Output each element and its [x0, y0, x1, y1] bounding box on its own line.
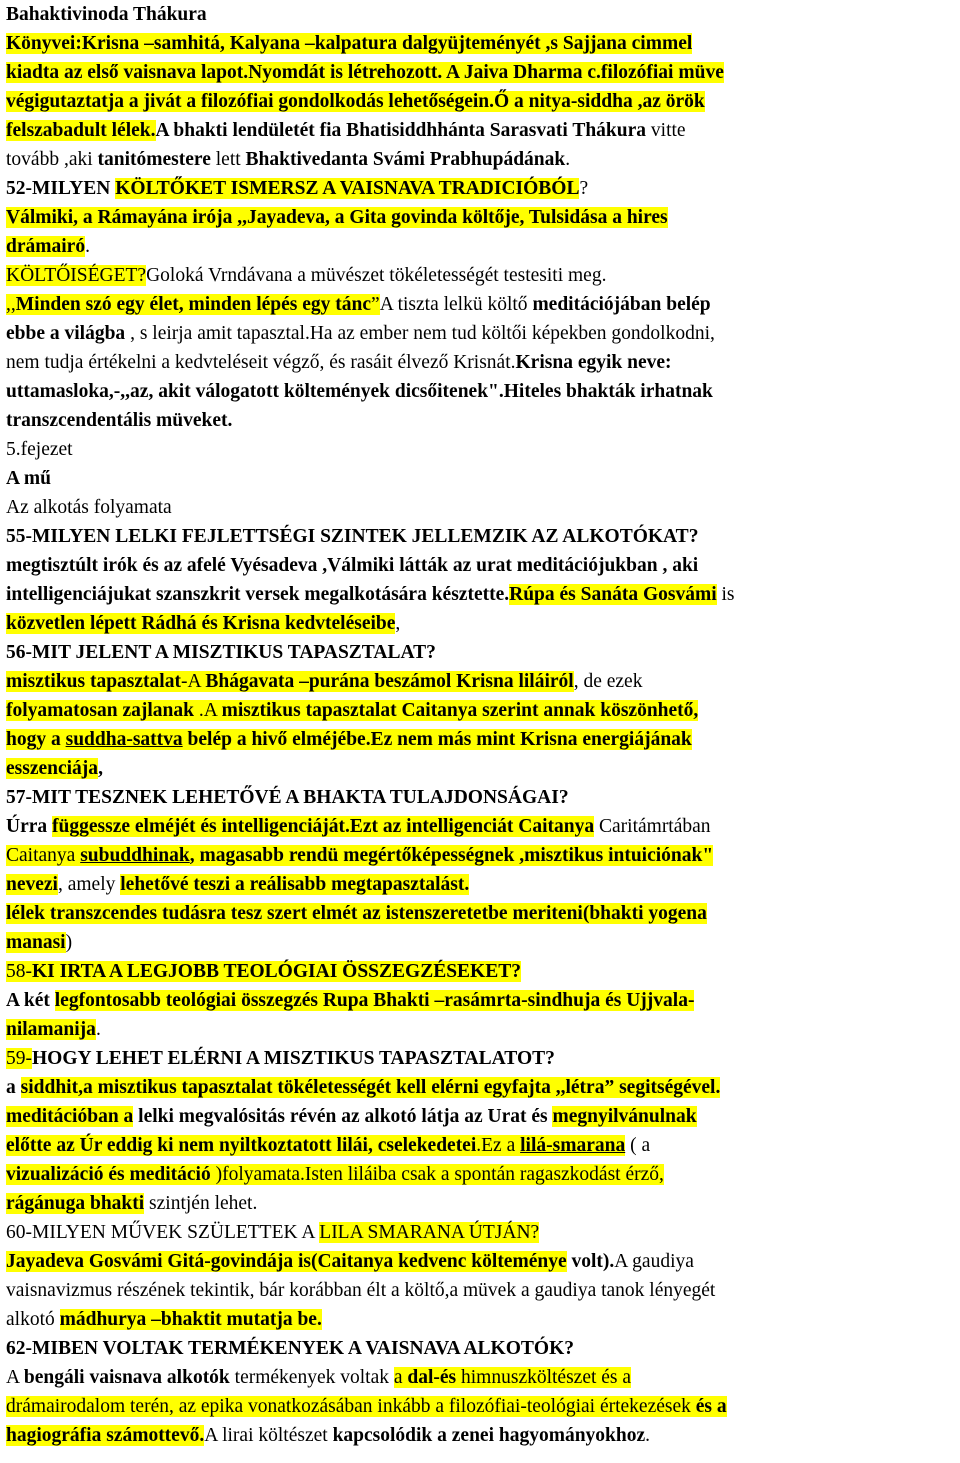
- text-run: .: [85, 236, 90, 257]
- text-line: [6, 174, 954, 203]
- text-line: [6, 841, 954, 870]
- text-run: A: [6, 1367, 24, 1388]
- text-run: HOGY LEHET ELÉRNI A MISZTIKUS TAPASZTALATOT?: [32, 1048, 555, 1069]
- highlighted-text: esszenciája: [6, 758, 99, 779]
- highlighted-text: közvetlen lépett Rádhá és Krisna kedvteléseibe: [6, 613, 396, 634]
- text-line: [6, 1102, 954, 1131]
- text-run: 62-MIBEN VOLTAK TERMÉKENYEK A VAISNAVA ALKOTÓK?: [6, 1338, 574, 1359]
- text-line: [6, 580, 954, 609]
- highlighted-text: lilá-smarana: [520, 1135, 626, 1156]
- highlighted-text: Bhágavata –purána beszámol Krisna liláiról: [205, 671, 574, 692]
- highlighted-text: siddhit,a misztikus tapasztalat tökéletességét kell elérni egyfajta ,,létra”: [20, 1077, 615, 1098]
- text-line: [6, 783, 954, 812]
- highlighted-text: dal-és: [407, 1367, 457, 1388]
- text-line: [6, 406, 954, 435]
- text-run: A bhakti lendületét fia Bhatisiddhhánta Sarasvati Thákura: [155, 120, 647, 141]
- text-line: [6, 58, 954, 87]
- highlighted-text: nevezi: [6, 874, 58, 895]
- text-run: A gaudiya: [614, 1251, 694, 1272]
- text-line: [6, 1247, 954, 1276]
- text-line: [6, 609, 954, 638]
- text-run: volt).: [566, 1251, 615, 1272]
- text-line: [6, 203, 954, 232]
- highlighted-text: drámairó: [6, 236, 86, 257]
- text-run: vaisnava alkotók: [89, 1367, 230, 1388]
- text-run: kapcsolódik a zenei hagyományokhoz: [332, 1425, 646, 1446]
- text-run: vitte: [646, 120, 686, 141]
- text-run: uttamasloka,-,,az, akit válogatott költemények dicsőitenek".: [6, 381, 504, 402]
- text-run: nem tudja értékelni a kedvteléseit végző, és rasáit élvező Krisnát.: [6, 352, 516, 373]
- text-run: 55-MILYEN LELKI FEJLETTSÉGI SZINTEK JELLEMZIK AZ ALKOTÓKAT?: [6, 526, 699, 547]
- highlighted-text: előtte az Úr eddig ki nem nyiltkoztatott lilái, cselekedetei: [6, 1135, 477, 1156]
- text-run: ( a: [625, 1135, 651, 1156]
- text-line: [6, 348, 954, 377]
- highlighted-text: segitségével.: [614, 1077, 721, 1098]
- highlighted-text: misztikus tapasztalat: [6, 671, 181, 692]
- highlighted-text: rágánuga bhakti: [6, 1193, 145, 1214]
- text-line: [6, 1363, 954, 1392]
- highlighted-text: KÖLTŐISÉGET?: [6, 265, 147, 286]
- highlighted-text: subuddhinak: [80, 845, 190, 866]
- text-run: transzcendentális müveket.: [6, 410, 233, 431]
- text-line: [6, 493, 954, 522]
- highlighted-text: .Ez a: [476, 1135, 521, 1156]
- text-run: , amely: [57, 874, 121, 895]
- highlighted-text: misztikus tapasztalat Caitanya szerint annak köszönhető,: [221, 700, 699, 721]
- highlighted-text: 59-: [6, 1048, 32, 1069]
- text-run: Goloká Vrndávana a müvészet tökéletességét testesiti meg.: [146, 265, 607, 286]
- text-line: [6, 667, 954, 696]
- text-line: [6, 1015, 954, 1044]
- highlighted-text: mádhurya –bhaktit mutatja be.: [59, 1309, 322, 1330]
- text-run: ,: [395, 613, 401, 634]
- text-run: Úrra: [6, 816, 53, 837]
- highlighted-text: függesszе elméjét és intelligenciáját: [52, 816, 345, 837]
- highlighted-text: lehetővé teszi a reálisabb megtapasztalást.: [120, 874, 470, 895]
- text-line: [6, 1044, 954, 1073]
- text-line: [6, 1421, 954, 1450]
- highlighted-text: -A: [180, 671, 206, 692]
- highlighted-text: Jayadeva Gosvámi Gitá-govindája is(Caitanya kedvenc költeménye: [6, 1251, 567, 1272]
- highlighted-text: himnuszköltészet és a: [456, 1367, 632, 1388]
- highlighted-text: vizualizáció és meditáció: [6, 1164, 211, 1185]
- text-run: intelligenciájukat szanszkrit versek megalkotására késztette.: [6, 584, 510, 605]
- text-run: is: [716, 584, 735, 605]
- highlighted-text: végigutaztatja a jivát a filozófiai gondolkodás lehetőségein.Ő a nitya-siddha ,az örök: [6, 91, 705, 112]
- highlighted-text: ,,: [6, 294, 16, 315]
- text-line: [6, 638, 954, 667]
- highlighted-text: )folyamata.Isten liláiba csak a spontán ragaszkodást érző,: [210, 1164, 664, 1185]
- text-run: alkotó: [6, 1309, 60, 1330]
- text-run: Az alkotás folyamata: [6, 497, 172, 518]
- text-line: [6, 870, 954, 899]
- text-run: A mű: [6, 468, 51, 489]
- text-line: [6, 1218, 954, 1247]
- text-run: megtisztúlt irók és az afelé Vyésadeva ,Válmiki látták az urat meditációjukban , aki: [6, 555, 699, 576]
- text-line: [6, 1189, 954, 1218]
- text-line: [6, 1334, 954, 1363]
- highlighted-text: 58-: [6, 961, 32, 982]
- text-run: Bahaktivinoda Thákura: [6, 4, 207, 25]
- highlighted-text: ”: [371, 294, 380, 315]
- highlighted-text: LILA SMARANA ÚTJÁN?: [319, 1222, 540, 1243]
- text-line: [6, 1131, 954, 1160]
- text-run: szintjén lehet.: [144, 1193, 258, 1214]
- highlighted-text: .A: [193, 700, 222, 721]
- text-run: A lirai költészet: [204, 1425, 333, 1446]
- text-run: , de ezek: [573, 671, 643, 692]
- highlighted-text: legfontosabb teológiai összegzés Rupa Bhakti –rasámrta-sindhuja és Ujjvala-: [54, 990, 695, 1011]
- text-run: Hiteles bhakták irhatnak: [503, 381, 713, 402]
- highlighted-text: Minden szó egy élet, minden lépés egy tánc: [15, 294, 372, 315]
- text-run: lelki megvalósitás révén az alkotó látja az Urat és: [133, 1106, 553, 1127]
- highlighted-text: manasi: [6, 932, 66, 953]
- text-line: [6, 29, 954, 58]
- text-line: [6, 899, 954, 928]
- text-run: 5.fejezet: [6, 439, 73, 460]
- text-run: ,: [98, 758, 103, 779]
- text-line: [6, 435, 954, 464]
- highlighted-text: és a: [695, 1396, 727, 1417]
- highlighted-text: hagiográfia számottevő.: [6, 1425, 205, 1446]
- text-run: 60-MILYEN MŰVEK SZÜLETTEK A: [6, 1222, 320, 1243]
- text-line: [6, 232, 954, 261]
- text-line: [6, 116, 954, 145]
- text-line: [6, 551, 954, 580]
- text-run: bengáli: [23, 1367, 85, 1388]
- text-run: Ha az ember nem tud költői képekben gondolkodni,: [309, 323, 715, 344]
- text-line: [6, 1160, 954, 1189]
- highlighted-text: Válmiki, a Rámayána irója ,,Jayadeva, a Gita govinda költője, Tulsidása a hires: [6, 207, 668, 228]
- highlighted-text: belép a hivő elméjébe.Ez nem más mint Krisna energiájának: [182, 729, 692, 750]
- highlighted-text: Könyvei:Krisna –samhitá, Kalyana –kalpatura dalgyüjteményét ,s Sajjana cimmel: [6, 33, 693, 54]
- text-run: 52-MILYEN: [6, 178, 116, 199]
- text-line: [6, 1276, 954, 1305]
- text-run: 56-MIT JELENT A MISZTIKUS TAPASZTALAT?: [6, 642, 436, 663]
- text-line: [6, 1392, 954, 1421]
- text-line: [6, 696, 954, 725]
- text-run: vaisnavizmus részének tekintik, bár korábban élt a költő,a müvek a gaudiya tanok lényegét: [6, 1280, 716, 1301]
- text-run: ebbe a világba: [6, 323, 126, 344]
- text-line: [6, 319, 954, 348]
- text-run: .: [645, 1425, 651, 1446]
- text-run: A tiszta lelkü költő: [379, 294, 533, 315]
- text-run: .: [95, 1019, 101, 1040]
- text-run: lett: [210, 149, 246, 170]
- highlighted-text: drámairodalom terén, az epika vonatkozásában inkább a filozófiai-teológiai értekezések: [6, 1396, 696, 1417]
- text-run: termékenyek voltak: [229, 1367, 394, 1388]
- text-line: [6, 464, 954, 493]
- highlighted-text: a: [393, 1367, 408, 1388]
- text-line: [6, 377, 954, 406]
- highlighted-text: .Ezt az intelligenciát Caitanya: [344, 816, 595, 837]
- text-run: tovább ,aki: [6, 149, 98, 170]
- highlighted-text: Caitanya: [6, 845, 81, 866]
- text-line: [6, 725, 954, 754]
- text-line: [6, 0, 954, 29]
- text-run: meditációjában belép: [532, 294, 711, 315]
- highlighted-text: megnyilvánulnak: [552, 1106, 697, 1127]
- highlighted-text: , magasabb rendü megértőképességnek ,misztikus intuiciónak": [189, 845, 714, 866]
- text-run: Caritámrtában: [594, 816, 711, 837]
- text-line: [6, 261, 954, 290]
- text-line: [6, 986, 954, 1015]
- highlighted-text: meditációban a: [6, 1106, 134, 1127]
- text-line: [6, 1073, 954, 1102]
- highlighted-text: Rúpa és Sanáta Gosvámi: [509, 584, 717, 605]
- text-line: [6, 928, 954, 957]
- highlighted-text: felszabadult lélek.: [6, 120, 156, 141]
- highlighted-text: KI IRTA A LEGJOBB TEOLÓGIAI ÖSSZEGZÉSEKET?: [32, 961, 521, 982]
- highlighted-text: hogy a: [6, 729, 66, 750]
- highlighted-text: folyamatosan zajlanak: [6, 700, 194, 721]
- text-run: Krisna egyik neve:: [515, 352, 672, 373]
- text-line: [6, 522, 954, 551]
- highlighted-text: kiadta az első vaisnava lapot.Nyomdát is létrehozott. A Jaiva Dharma c.filozófiai müve: [6, 62, 724, 83]
- highlighted-text: suddha-sattva: [65, 729, 183, 750]
- text-line: [6, 754, 954, 783]
- text-run: a: [6, 1077, 21, 1098]
- text-line: [6, 812, 954, 841]
- text-run: Bhaktivedanta Svámi Prabhupádának: [245, 149, 566, 170]
- text-line: [6, 1305, 954, 1334]
- highlighted-text: lélek transzcendes tudásra tesz szert elmét az istenszeretetbe meriteni(bhakti yogena: [6, 903, 707, 924]
- text-line: [6, 145, 954, 174]
- text-line: [6, 87, 954, 116]
- text-run: tanitómestere: [97, 149, 211, 170]
- text-run: , s leirja amit tapasztal.: [125, 323, 310, 344]
- highlighted-text: KÖLTŐKET ISMERSZ A VAISNAVA TRADICIÓBÓL: [115, 178, 580, 199]
- highlighted-text: nilamanija: [6, 1019, 96, 1040]
- text-run: 57-MIT TESZNEK LEHETŐVÉ A BHAKTA TULAJDONSÁGAI?: [6, 787, 569, 808]
- text-line: [6, 957, 954, 986]
- text-run: .: [565, 149, 571, 170]
- text-line: [6, 290, 954, 319]
- text-run: ?: [579, 178, 589, 199]
- text-run: A két: [6, 990, 55, 1011]
- text-run: ): [65, 932, 73, 953]
